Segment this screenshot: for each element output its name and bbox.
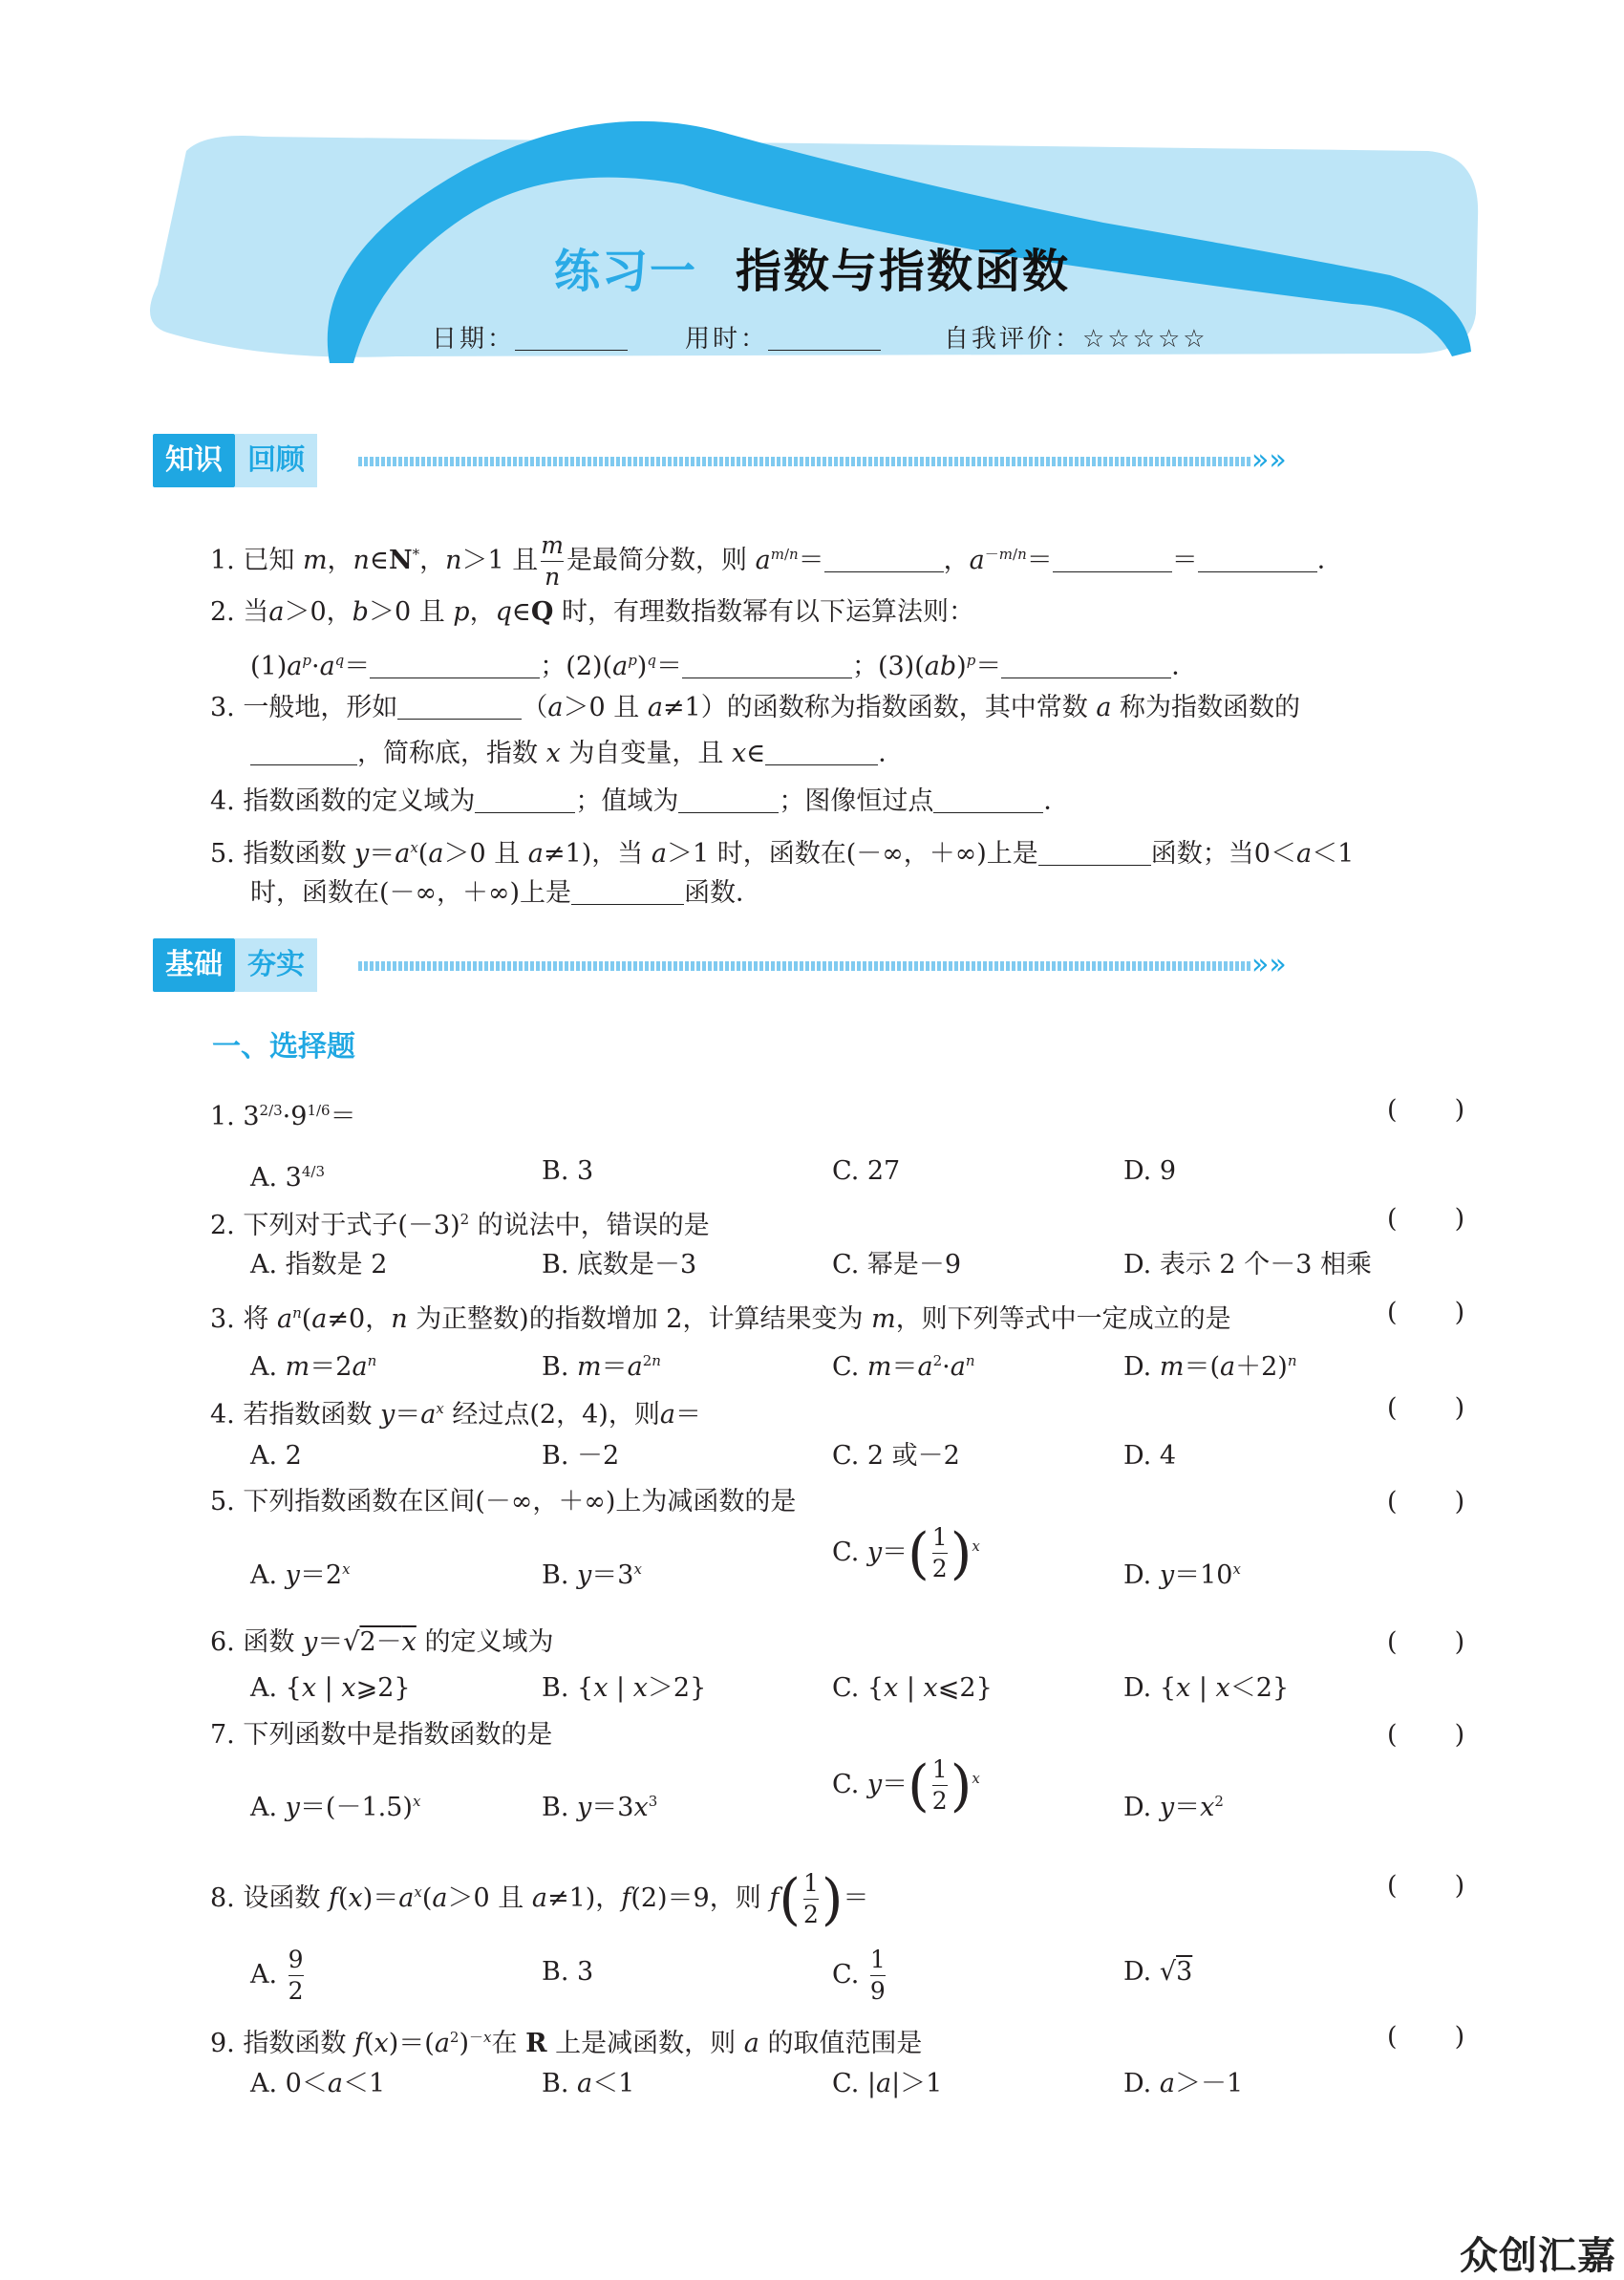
answer-blank[interactable] (933, 784, 1043, 813)
review-q3: 3. 一般地，形如 （a＞0 且 a≠1）的函数称为指数函数，其中常数 a 称为指数函数的 (210, 690, 1300, 726)
choice-q4-opt-a[interactable]: A. 2 (250, 1441, 302, 1471)
page-title: 练习一 指数与指数函数 (553, 245, 1071, 298)
choice-q4-opt-d[interactable]: D. 4 (1123, 1441, 1177, 1471)
subsection-title: 一、选择题 (212, 1030, 355, 1064)
review-q3-cont: ，简称底，指数 x 为自变量，且 x∈ ． (250, 736, 904, 772)
answer-blank[interactable] (678, 784, 779, 813)
date-field[interactable]: 日期： (432, 319, 628, 355)
answer-blank[interactable] (475, 784, 575, 813)
answer-blank[interactable] (1001, 649, 1171, 678)
rating-stars[interactable]: ☆☆☆☆☆ (1082, 325, 1208, 354)
review-q5-cont: 时，函数在(－∞，＋∞)上是 函数． (250, 875, 761, 912)
answer-blank[interactable] (1198, 543, 1317, 572)
choice-q7-opt-c[interactable]: C. y＝( $\frac{1}{2}$ )$^x$ (832, 1753, 980, 1818)
choice-q9-opt-a[interactable]: A. 0＜a＜1 (250, 2069, 386, 2098)
answer-blank[interactable] (370, 649, 540, 678)
answer-blank[interactable] (824, 543, 944, 572)
answer-paren[interactable]: ( ) (1387, 1720, 1465, 1750)
choice-q9-opt-b[interactable]: B. a＜1 (542, 2069, 635, 2098)
choice-q1-opt-a[interactable]: A. $3^{4/3}$ (250, 1163, 325, 1193)
choice-q7-opt-a[interactable]: A. $y=(-1.5)^x$ (250, 1793, 421, 1822)
answer-blank[interactable] (571, 875, 684, 905)
choice-q2-opt-b[interactable]: B. 底数是－3 (542, 1250, 697, 1280)
section-header-basic-practice: 基础 夯实 »» (153, 938, 1299, 992)
answer-blank[interactable] (250, 736, 357, 765)
choice-q7-opt-d[interactable]: D. $y=x^2$ (1123, 1793, 1224, 1822)
answer-blank[interactable] (1038, 836, 1151, 866)
dotted-rule (358, 457, 1251, 466)
answer-paren[interactable]: ( ) (1387, 1871, 1465, 1901)
choice-q8: 8. 设函数 $f(x)=a^x(a>0$ 且 a≠1)，f(2)＝9，则 f( $\frac{1}{2}$ )＝ (210, 1866, 869, 1932)
review-q5: 5. 指数函数 $y=a^x(a>0$ 且 a≠1)，当 a＞1 时，函数在(－∞，＋∞)上是 函数；当0＜a＜1 (210, 829, 1354, 872)
choice-q3-opt-d[interactable]: D. $m=(a+2)^n$ (1123, 1352, 1297, 1382)
choice-q3: 3. 将 $a^n(a\ne 0$，n 为正整数)的指数增加 2，计算结果变为 m，则下列等式中一定成立的是 (210, 1304, 1231, 1334)
choice-q3-opt-b[interactable]: B. $m=a^{2n}$ (542, 1352, 661, 1382)
watermark: 众创汇嘉 (1460, 2234, 1616, 2278)
choice-q6-opt-c[interactable]: C. {x | x⩽2} (832, 1673, 993, 1703)
answer-paren[interactable]: ( ) (1387, 1298, 1465, 1327)
dotted-rule (358, 961, 1251, 971)
review-q1: 1. 已知 m，n∈N*，n＞1 且 $\frac{m}{n}$ 是最简分数，则 $a^{m/n}=$ ，$a^{-m/n}=$ ＝ ． (210, 531, 1343, 591)
choice-q2-opt-c[interactable]: C. 幂是－9 (832, 1250, 962, 1280)
choice-q6-opt-b[interactable]: B. {x | x＞2} (542, 1673, 707, 1703)
choice-q5-opt-d[interactable]: D. $y=10^x$ (1123, 1560, 1241, 1590)
answer-blank[interactable] (397, 690, 522, 720)
choice-q4-opt-b[interactable]: B. －2 (542, 1441, 620, 1471)
answer-blank[interactable] (765, 736, 878, 765)
choice-q1-opt-b[interactable]: B. 3 (542, 1156, 594, 1186)
choice-q6-opt-a[interactable]: A. {x | x⩾2} (250, 1673, 411, 1703)
choice-q9: 9. 指数函数 $f(x)=(a^2)^{-x}$在 R 上是减函数，则 a 的取值范围是 (210, 2029, 923, 2058)
answer-blank[interactable] (682, 649, 852, 678)
choice-q1-opt-c[interactable]: C. 27 (832, 1156, 901, 1186)
answer-blank[interactable] (1053, 543, 1172, 572)
answer-paren[interactable]: ( ) (1387, 2022, 1465, 2052)
choice-q5-opt-a[interactable]: A. $y=2^x$ (250, 1560, 351, 1590)
review-q4: 4. 指数函数的定义域为 ；值域为 ；图像恒过点 ． (210, 784, 1069, 820)
answer-paren[interactable]: ( ) (1387, 1204, 1465, 1234)
section-header-knowledge-review: 知识 回顾 »» (153, 434, 1299, 487)
choice-q6: 6. 函数 y＝√2－x 的定义域为 (210, 1627, 554, 1657)
choice-q5-opt-c[interactable]: C. y＝( $\frac{1}{2}$ )$^x$ (832, 1520, 980, 1586)
chevrons-icon: »» (1251, 948, 1287, 981)
choice-q8-opt-d[interactable]: D. √3 (1123, 1957, 1193, 1987)
choice-q8-opt-a[interactable]: A. $\frac{9}{2}$ (250, 1946, 304, 2005)
choice-q9-opt-d[interactable]: D. a＞－1 (1123, 2069, 1244, 2098)
review-q2: 2. 当a＞0，b＞0 且 p，q∈Q 时，有理数指数幂有以下运算法则： (210, 597, 975, 627)
choice-q2: 2. 下列对于式子$(-3)^2$ 的说法中，错误的是 (210, 1211, 710, 1240)
choice-q3-opt-a[interactable]: A. $m=2a^n$ (250, 1352, 377, 1382)
choice-q9-opt-c[interactable]: C. |a|＞1 (832, 2069, 943, 2098)
choice-q2-opt-d[interactable]: D. 表示 2 个－3 相乘 (1123, 1250, 1372, 1280)
self-rating[interactable]: 自我评价：☆☆☆☆☆ (944, 325, 1208, 354)
answer-paren[interactable]: ( ) (1387, 1095, 1465, 1125)
choice-q6-opt-d[interactable]: D. {x | x＜2} (1123, 1673, 1290, 1703)
choice-q5-opt-b[interactable]: B. $y=3^x$ (542, 1560, 642, 1590)
choice-q7-opt-b[interactable]: B. $y=3x^3$ (542, 1793, 658, 1822)
choice-q3-opt-c[interactable]: C. $m=a^2\cdot a^n$ (832, 1352, 975, 1382)
choice-q5: 5. 下列指数函数在区间(－∞，＋∞)上为减函数的是 (210, 1487, 797, 1516)
answer-paren[interactable]: ( ) (1387, 1487, 1465, 1516)
chevrons-icon: »» (1251, 443, 1287, 477)
answer-paren[interactable]: ( ) (1387, 1393, 1465, 1423)
choice-q8-opt-c[interactable]: C. $\frac{1}{9}$ (832, 1946, 886, 2005)
choice-q4-opt-c[interactable]: C. 2 或－2 (832, 1441, 960, 1471)
choice-q1-opt-d[interactable]: D. 9 (1123, 1156, 1177, 1186)
time-field[interactable]: 用时： (685, 319, 881, 355)
choice-q1: 1. $3^{2/3}\cdot 9^{1/6}=$ (210, 1102, 356, 1131)
choice-q7: 7. 下列函数中是指数函数的是 (210, 1720, 553, 1750)
choice-q8-opt-b[interactable]: B. 3 (542, 1957, 594, 1987)
review-q2-rules: $(1)a^p\cdot a^q=$ ；$(2)(a^p)^q=$ ；(3)(ab)$^p$＝ ． (250, 642, 1197, 685)
choice-q2-opt-a[interactable]: A. 指数是 2 (250, 1250, 388, 1280)
choice-q4: 4. 若指数函数 $y=a^x$ 经过点(2，4)，则a＝ (210, 1400, 701, 1430)
answer-paren[interactable]: ( ) (1387, 1627, 1465, 1657)
